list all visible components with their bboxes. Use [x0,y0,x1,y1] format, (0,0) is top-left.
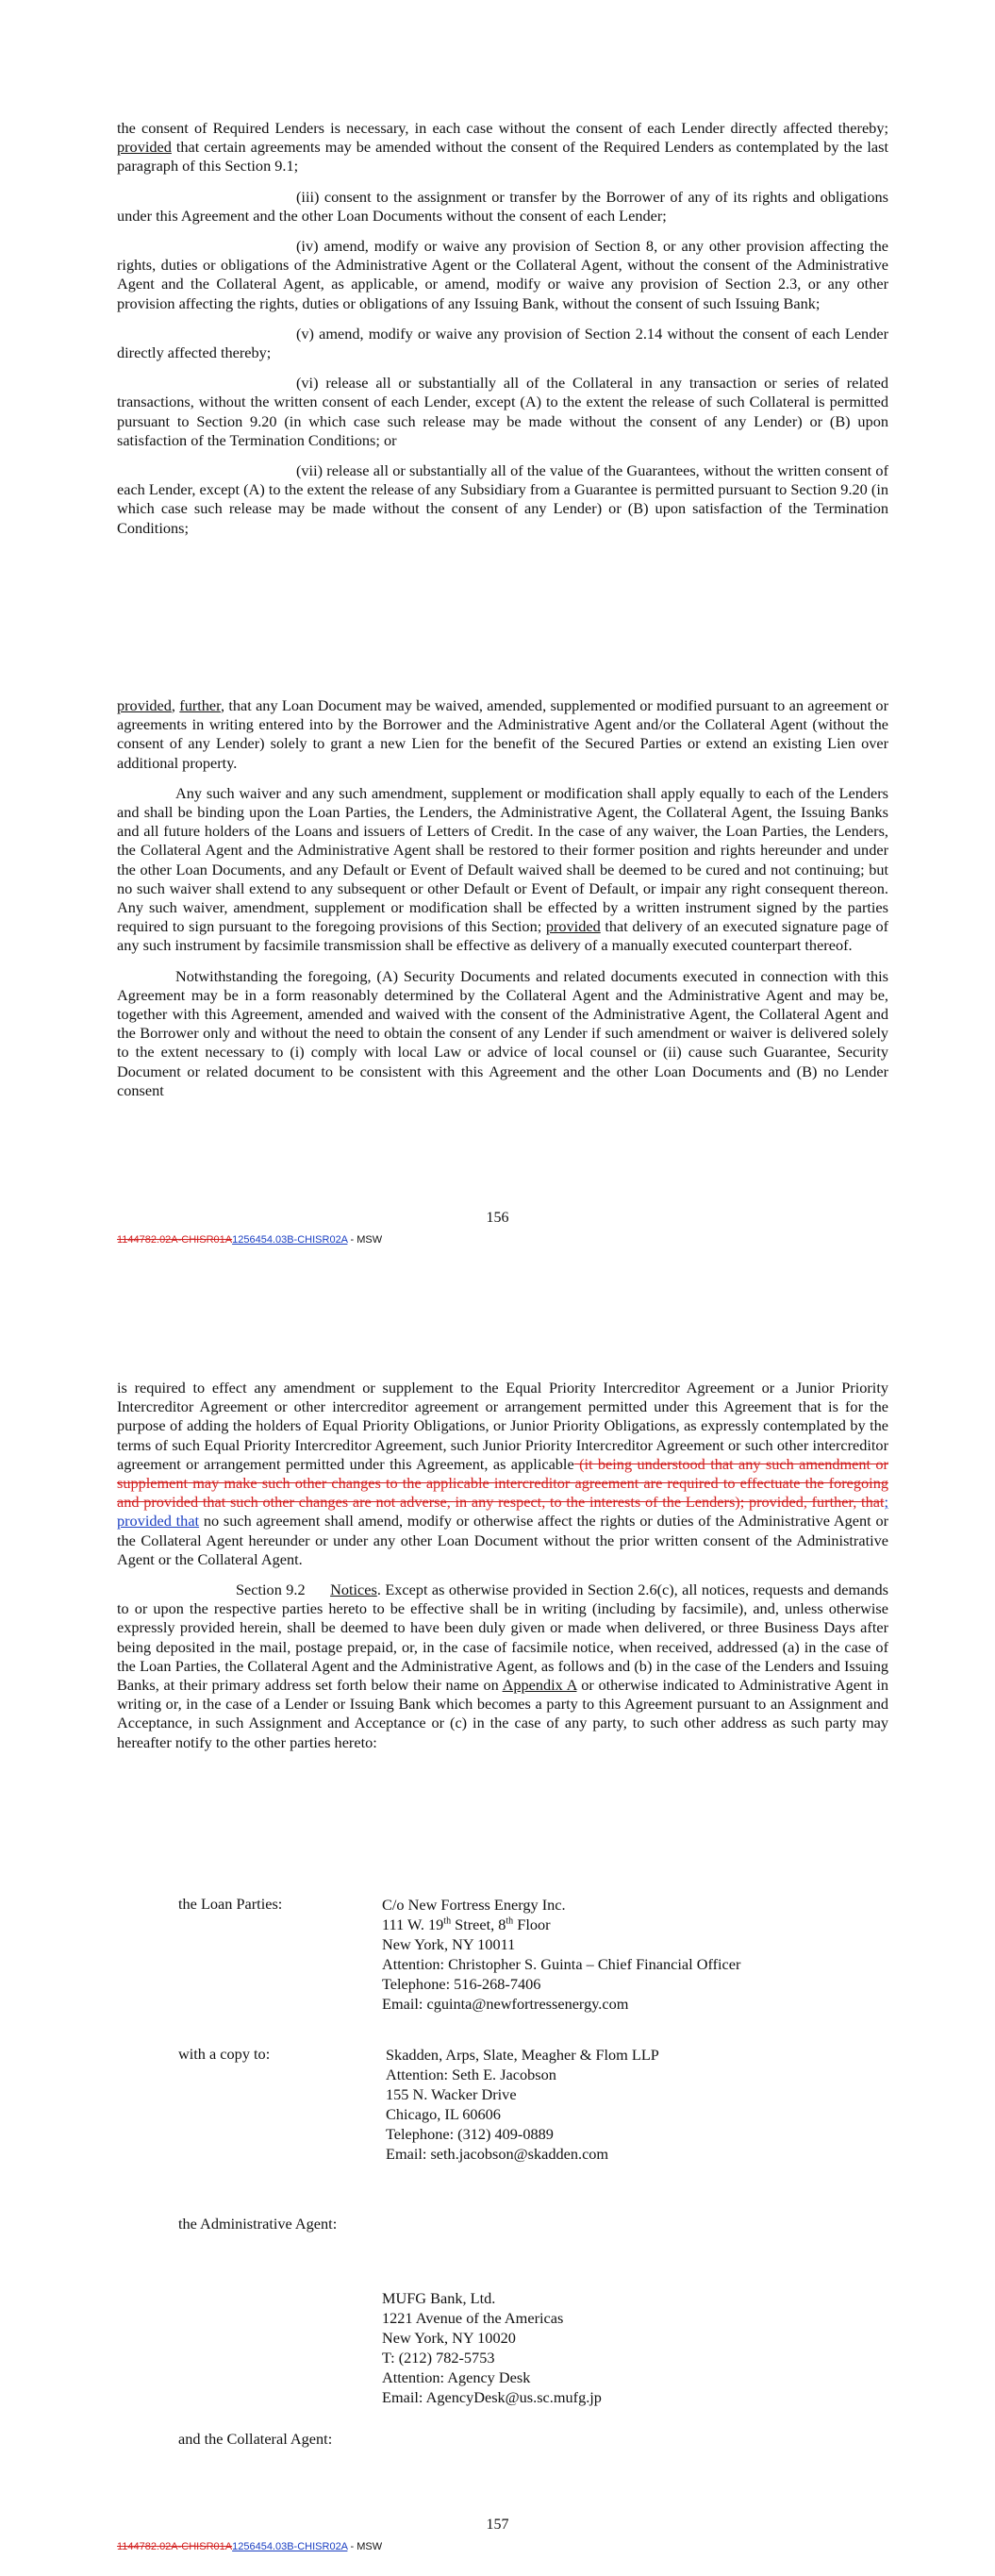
page1-body [117,119,888,538]
admin-agent-label: the Administrative Agent: [178,2215,338,2233]
deleted-text: (it being understood that any such amendment or supplement may make such other changes to the applicable intercreditor agreement are required to effectuate the foregoing and provided that such other changes are not adverse, in any respect, to the interests of the Lenders); provided, further, that [117,1454,888,1512]
copy-to-address: Skadden, Arps, Slate, Meagher & Flom LLP Attention: Seth E. Jacobson 155 N. Wacker Drive Chicago, IL 60606 Telephone: (312) 409-0889 Email: seth.jacobson@skadden.com [386,2046,659,2163]
inserted-text: ; provided that [117,1493,888,1531]
collateral-agent-label: and the Collateral Agent: [178,2430,333,2448]
page-number: 156 [486,1210,509,1226]
admin-agent-address: MUFG Bank, Ltd. 1221 Avenue of the Americas New York, NY 10020 T: (212) 782-5753 Attention: Agency Desk Email: AgencyDesk@us.sc.mufg.jp [382,2289,602,2406]
clause-vi: (vi) release all or substantially all of the Collateral in any transaction or series of related transactions, without the written consent of each Lender, except (A) to the extent the release of such Collateral is permitted pursuant to Section 9.20 (in which case such release may be made without the consent of any Lender) or (B) upon satisfaction of the Termination Conditions; or [117,374,888,449]
doc-footer: 1144782.02A-CHISR01A1256454.03B-CHISR02A - MSW [117,1234,383,1246]
clause-iv: (iv) amend, modify or waive any provision of Section 8, or any other provision affecting the rights, duties or obligations of the Administrative Agent or the Collateral Agent, without the consent of the Administrative Agent and the Collateral Agent, as applicable, or amend, modify or waive any provision of Section 2.3, or any other provision affecting the rights, duties or obligations of any Issuing Bank, without the consent of such Issuing Bank; [117,237,888,312]
waiver-paragraph: Any such waiver and any such amendment, supplement or modification shall apply equally to each of the Lenders and shall be binding upon the Loan Parties, the Lenders, the Administrative Agent, the Collateral Agent, the Issuing Banks and all future holders of the Loans and issuers of Letters of Credit. In the case of any waiver, the Loan Parties, the Lenders, the Collateral Agent and the Administrative Agent shall be restored to their former position and rights hereunder and under the other Loan Documents, and any Default or Event of Default waived shall be deemed to be cured and not continuing; but no such waiver shall extend to any subsequent or other Default or Event of Default, or impair any right consequent thereon. Any such waiver, amendment, supplement or modification shall be effected by a written instrument signed by the parties required to sign pursuant to the foregoing provisions of this Section; provided that delivery of an executed signature page of any such instrument by facsimile transmission shall be effective as delivery of a manually executed counterpart thereof. [117,783,889,955]
section-9-2: Section 9.2 Notices. Except as otherwise provided in Section 2.6(c), all notices, requests and demands to or upon the respective parties hereto to be effective shall be in writing (including by facsimile), and, unless otherwise expressly provided herein, shall be deemed to have been duly given or made when delivered, or three Business Days after being deposited in the mail, postage prepaid, or, in the case of facsimile notice, when received, addressed (a) in the case of the Loan Parties, the Collateral Agent and the Administrative Agent, as follows and (b) in the case of the Lenders and Issuing Banks, at their primary address set forth below their name on Appendix A or otherwise indicated to Administrative Agent in writing or, in the case of a Lender or Issuing Bank which becomes a party to this Agreement pursuant to an Assignment and Acceptance, in such Assignment and Acceptance or (c) in the case of any party, to such other address as such party may hereafter notify to the other parties hereto: [117,1581,889,1751]
loan-parties-address: C/o New Fortress Energy Inc. 111 W. 19th Street, 8th Floor New York, NY 10011 Attention: Christopher S. Guinta – Chief Financial Officer Telephone: 516-268-7406 Email: cguinta@newfortressenergy.com [382,1896,741,2013]
copy-to-label: with a copy to: [178,2045,271,2063]
page-number: 157 [486,2517,509,2533]
clause-iii: (iii) consent to the assignment or transfer by the Borrower of any of its rights and obligations under this Agreement and the other Loan Documents without the consent of each Lender; [117,187,888,225]
notwithstanding-paragraph: Notwithstanding the foregoing, (A) Security Documents and related documents executed in connection with this Agreement may be in a form reasonably determined by the Collateral Agent and the Administrative Agent and may be, together with this Agreement, amended and waived with the consent of the Administrative Agent, the Collateral Agent and the Borrower only and without the need to obtain the consent of any Lender if such amendment or waiver is delivered solely to the extent necessary to (i) comply with local Law or advice of local counsel or (ii) cause such Guarantee, Security Document or related document to be consistent with this Agreement and the other Loan Documents and (B) no Lender consent [117,966,888,1099]
proviso-paragraph: provided, further, that any Loan Document may be waived, amended, supplemented or modified pursuant to an agreement or agreements in writing entered into by the Borrower and the Administrative Agent and/or the Collateral Agent (without the consent of any Lender) solely to grant a new Lien for the benefit of the Secured Parties or extend an existing Lien over additional property. Any such waiver and any such amendment, supplement or modification shall apply equally to each of the Lenders and shall be binding upon the Loan Parties, the Lenders, the Administrative Agent, the Collateral Agent, the Issuing Banks and all future holders of the Loans and issuers of Letters of Credit. In the case of any waiver, the Loan Parties, the Lenders, the Collateral Agent and the Administrative Agent shall be restored to their former position and rights hereunder and under the other Loan Documents, and any Default or Event of Default waived shall be deemed to be cured and not continuing; but no such waiver shall extend to any subsequent or other Default or Event of Default, or impair any right consequent thereon. Any such waiver, amendment, supplement or modification shall be effected by a written instrument signed by the parties required to sign pursuant to the foregoing provisions of this Section; provided that delivery of an executed signature page of any such instrument by facsimile transmission shall be effective as delivery of a manually executed counterpart thereof. Notwithstanding the foregoing, (A) Security Documents and related documents executed in connection with this Agreement may be in a form reasonably determined by the Collateral Agent and the Administrative Agent and may be, together with this Agreement, amended and waived with the consent of the Administrative Agent, the Collateral Agent and the Borrower only and without the need to obtain the consent of any Lender if such amendment or waiver is delivered solely to the extent necessary to (i) comply with local Law or advice of local counsel or (ii) cause such Guarantee, Security Document or related document to be consistent with this Agreement and the other Loan Documents and (B) no Lender consent [117,696,889,1099]
clause-vii: (vii) release all or substantially all of the value of the Guarantees, without the written consent of each Lender, except (A) to the extent the release of any Subsidiary from a Guarantee is permitted pursuant to Section 9.20 (in which case such release may be made without the consent of any Lender) or (B) upon satisfaction of the Termination Conditions; [117,461,888,537]
loan-parties-label: the Loan Parties: [178,1895,283,1913]
page2-body [117,1379,888,1752]
intro-paragraph: the consent of Required Lenders is necessary, in each case without the consent of each Lender directly affected thereby; provided that certain agreements may be amended without the consent of the Required Lenders as contemplated by the last paragraph of this Section 9.1; [117,119,888,176]
continuation-paragraph: is required to effect any amendment or supplement to the Equal Priority Intercreditor Agreement or a Junior Priority Intercreditor Agreement or other intercreditor agreement or arrangement permitted under this Agreement that is for the purpose of adding the holders of Equal Priority Obligations, or Junior Priority Obligations, as expressly contemplated by the terms of such Equal Priority Intercreditor Agreement, such Junior Priority Intercreditor Agreement or such other intercreditor agreement or arrangement permitted under this Agreement, as applicable (it being understood that any such amendment or supplement may make such other changes to the applicable intercreditor agreement are required to effectuate the foregoing and provided that such other changes are not adverse, in any respect, to the interests of the Lenders); provided, further, that; provided that no such agreement shall amend, modify or otherwise affect the rights or duties of the Administrative Agent or the Collateral Agent hereunder or under any other Loan Document without the prior written consent of the Administrative Agent or the Collateral Agent. [117,1379,889,1568]
doc-footer: 1144782.02A-CHISR01A1256454.03B-CHISR02A - MSW [117,2541,383,2552]
clause-v: (v) amend, modify or waive any provision of Section 2.14 without the consent of each Lender directly affected thereby; [117,324,888,362]
page-157 [0,1288,995,2576]
